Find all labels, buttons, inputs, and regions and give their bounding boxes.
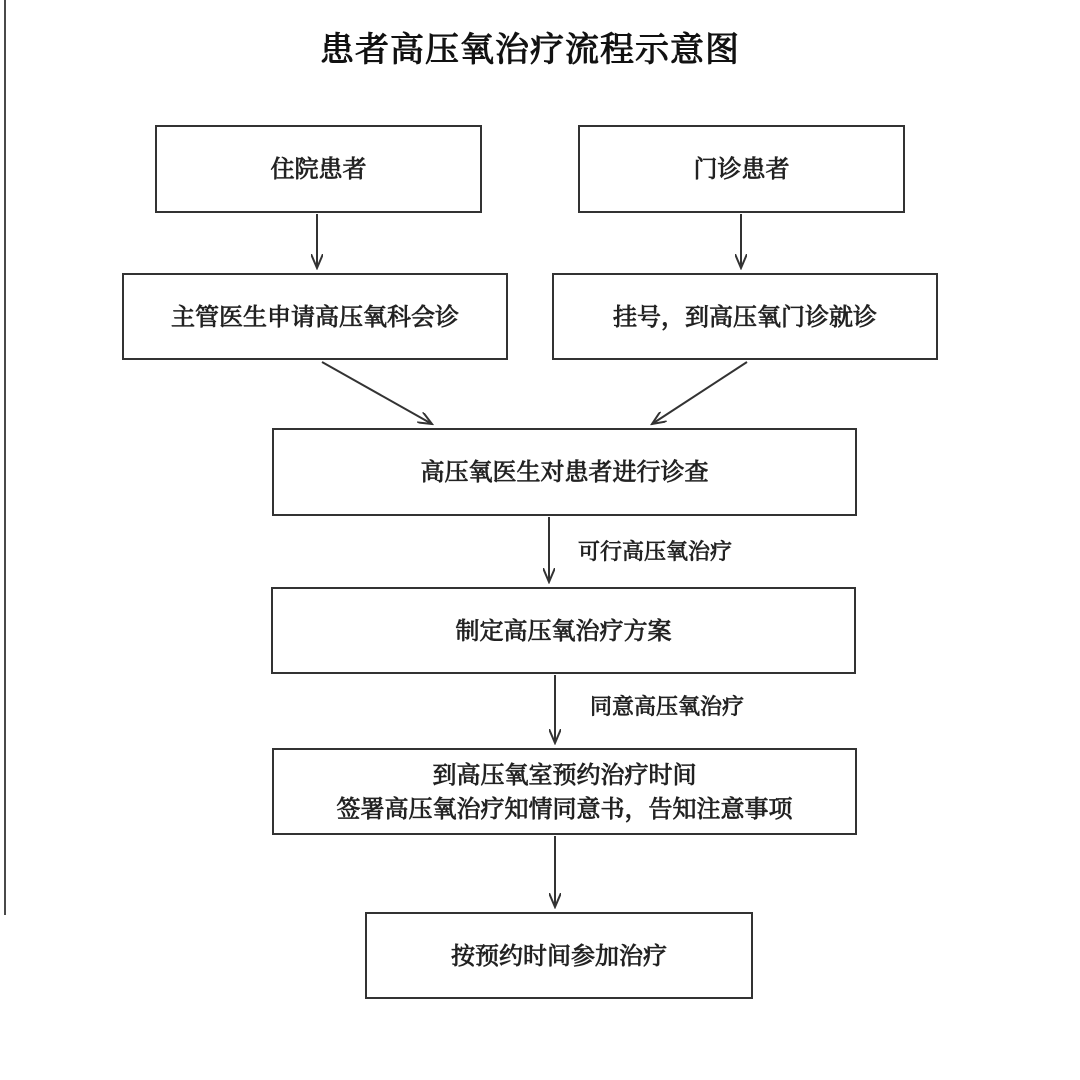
diagram-title: 患者高压氧治疗流程示意图 [320, 30, 740, 70]
node-outpatient-label: 门诊患者 [693, 155, 790, 183]
edge-label-consent: 同意高压氧治疗 [590, 695, 745, 720]
arrow-request-to-exam [322, 362, 432, 424]
node-appointment-line2: 签署高压氧治疗知情同意书，告知注意事项 [336, 794, 793, 823]
node-make-plan-label: 制定高压氧治疗方案 [455, 616, 672, 645]
node-attending-request-label: 主管医生申请高压氧科会诊 [171, 302, 459, 331]
edge-label-feasible: 可行高压氧治疗 [578, 540, 733, 565]
arrow-register-to-exam [652, 362, 747, 424]
node-inpatient-label: 住院患者 [270, 155, 367, 183]
node-register-visit-label: 挂号，到高压氧门诊就诊 [613, 302, 877, 331]
node-attend-treatment-label: 按预约时间参加治疗 [451, 941, 667, 970]
node-appointment-line1: 到高压氧室预约治疗时间 [432, 760, 697, 789]
node-hbo-exam-label: 高压氧医生对患者进行诊查 [420, 458, 709, 486]
